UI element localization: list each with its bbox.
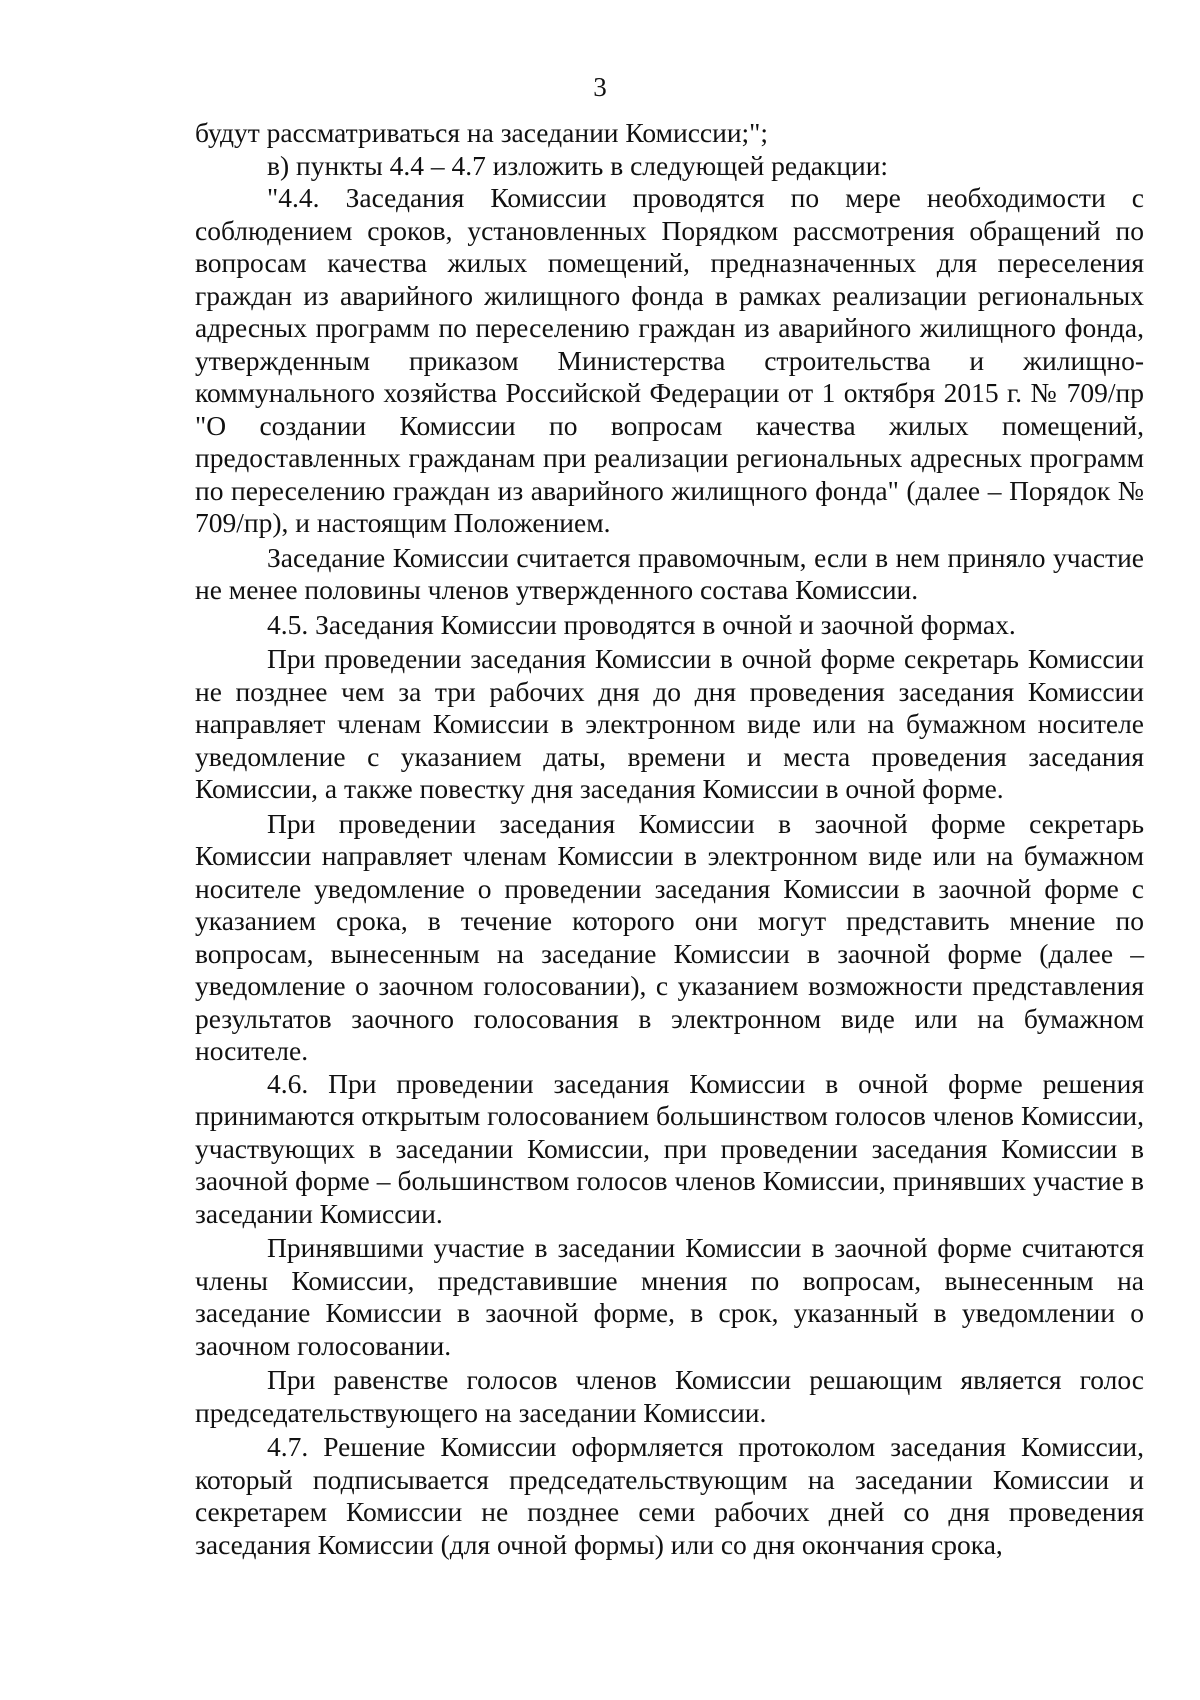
page-number: 3 — [593, 72, 607, 102]
paragraph-4-6: 4.6. При проведении заседания Комиссии в очной форме решения принимаются открытым голосованием большинством голосов членов Комиссии, участвующих в заседании Комиссии, при проведении заседания Комиссии в заочной форме – большинством голосов членов Комиссии, принявших участие в заседании Комиссии. — [195, 1067, 1144, 1229]
paragraph-absentee-participants: Принявшими участие в заседании Комиссии в заочной форме считаются члены Комиссии, представившие мнения по вопросам, вынесенным на заседание Комиссии в заочной форме, в срок, указанный в уведомлении о заочном голосовании. — [195, 1232, 1144, 1361]
paragraph-quorum: Заседание Комиссии считается правомочным, если в нем приняло участие не менее половины членов утвержденного состава Комиссии. — [195, 541, 1144, 605]
document-body — [195, 117, 1144, 1561]
paragraph-4-4: "4.4. Заседания Комиссии проводятся по мере необходимости с соблюдением сроков, установленных Порядком рассмотрения обращений по вопросам качества жилых помещений, предназначенных для переселения граждан из аварийного жилищного фонда в рамках реализации региональных адресных программ по переселению граждан из аварийного жилищного фонда, утвержденным приказом Министерства строительства и жилищно-коммунального хозяйства Российской Федерации от 1 октября 2015 г. № 709/пр "О создании Комиссии по вопросам качества жилых помещений, предоставленных гражданам при реализации региональных адресных программ по переселению граждан из аварийного жилищного фонда" (далее – Порядок № 709/пр), и настоящим Положением. — [195, 182, 1144, 538]
paragraph-amendment-intro: в) пункты 4.4 – 4.7 изложить в следующей редакции: — [267, 149, 889, 181]
paragraph-absentee-meeting: При проведении заседания Комиссии в заочной форме секретарь Комиссии направляет членам Комиссии в электронном виде или на бумажном носителе уведомление о проведении заседания Комиссии в заочной форме с указанием срока, в течение которого они могут представить мнение по вопросам, вынесенным на заседание Комиссии в заочной форме (далее – уведомление о заочном голосовании), с указанием возможности представления результатов заочного голосования в электронном виде или на бумажном носителе. — [195, 807, 1144, 1066]
paragraph-4-7: 4.7. Решение Комиссии оформляется протоколом заседания Комиссии, который подписывается председательствующим на заседании Комиссии и секретарем Комиссии не позднее семи рабочих дней со дня проведения заседания Комиссии (для очной формы) или со дня окончания срока, — [195, 1431, 1144, 1560]
paragraph-in-person-meeting: При проведении заседания Комиссии в очной форме секретарь Комиссии не позднее чем за три рабочих дня до дня проведения заседания Комиссии направляет членам Комиссии в электронном виде или на бумажном носителе уведомление с указанием даты, времени и места проведения заседания Комиссии, а также повестку дня заседания Комиссии в очной форме. — [195, 643, 1144, 804]
paragraph-tie-vote: При равенстве голосов членов Комиссии решающим является голос председательствующего на заседании Комиссии. — [195, 1364, 1144, 1428]
paragraph-4-5: 4.5. Заседания Комиссии проводятся в очной и заочной формах. — [267, 608, 1016, 640]
paragraph-continuation: будут рассматриваться на заседании Комиссии;"; — [195, 117, 769, 148]
